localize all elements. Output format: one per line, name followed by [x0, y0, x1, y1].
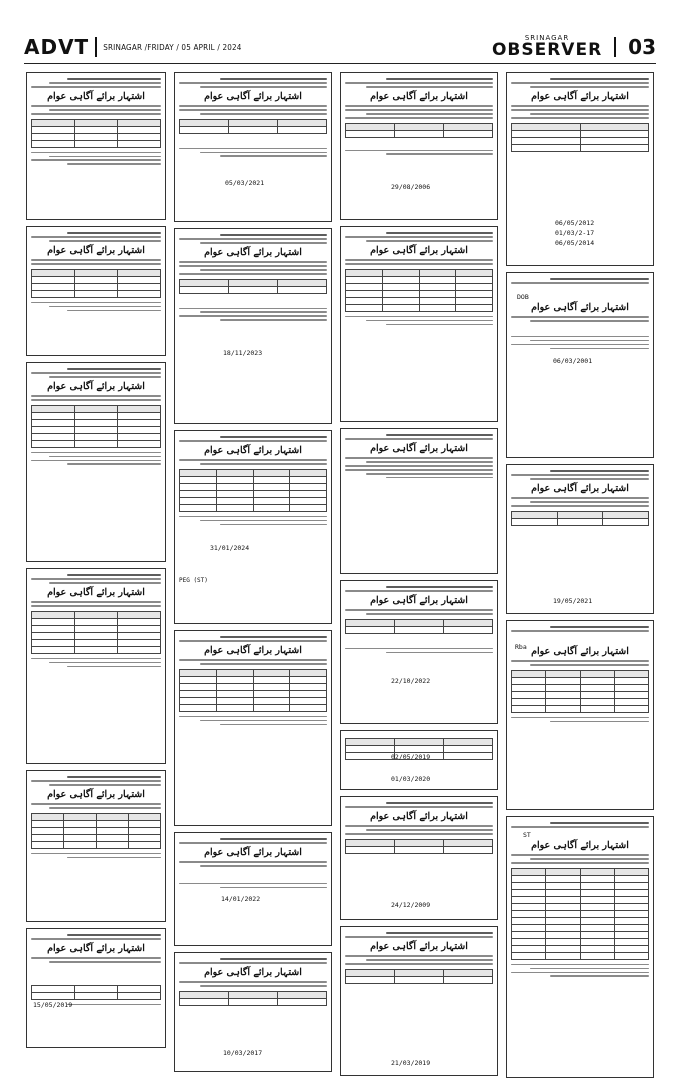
date-stamp: 06/05/2012 — [555, 219, 595, 227]
notice-box — [26, 928, 166, 1048]
notice-title: اشتہار برائے آگاہی عوام — [370, 810, 468, 822]
notice-title: اشتہار برائے آگاہی عوام — [204, 90, 302, 102]
notice-title: اشتہار برائے آگاہی عوام — [204, 444, 302, 456]
date-stamp: 06/05/2014 — [555, 239, 595, 247]
notice-box — [26, 226, 166, 356]
notice-box — [26, 770, 166, 922]
date-stamp: 05/03/2021 — [225, 179, 265, 187]
notice-title: اشتہار برائے آگاہی عوام — [531, 482, 629, 494]
notice-title: اشتہار برائے آگاہی عوام — [47, 788, 145, 800]
notice-box — [174, 630, 332, 826]
notice-box — [174, 228, 332, 424]
notice-box — [340, 796, 498, 920]
notice-box — [174, 72, 332, 222]
notice-box — [340, 428, 498, 574]
date-stamp: 01/03/2-17 — [555, 229, 595, 237]
notice-title: اشتہار برائے آگاہی عوام — [531, 301, 629, 313]
notice-title: اشتہار برائے آگاہی عوام — [531, 90, 629, 102]
date-stamp: 19/05/2021 — [553, 597, 593, 605]
notice-title: اشتہار برائے آگاہی عوام — [204, 246, 302, 258]
date-stamp: 21/03/2019 — [391, 1059, 431, 1067]
notice-title: اشتہار برائے آگاہی عوام — [531, 839, 629, 851]
date-stamp: 31/01/2024 — [210, 544, 274, 555]
notice-box — [340, 72, 498, 220]
masthead-city: SRINAGAR — [524, 34, 570, 42]
notice-box — [340, 580, 498, 724]
st-label: ST — [523, 831, 531, 839]
notice-title: اشتہار برائے آگاہی عوام — [204, 846, 302, 858]
header-divider — [95, 37, 97, 57]
header-rule — [24, 63, 656, 64]
notice-title: اشتہار برائے آگاہی عوام — [204, 644, 302, 656]
notice-box — [506, 464, 654, 614]
notice-box — [506, 72, 654, 266]
date-stamp: 14/01/2022 — [221, 895, 261, 903]
peg-label: PEG (ST) — [179, 577, 208, 584]
notice-title: اشتہار برائے آگاہی عوام — [370, 594, 468, 606]
notice-title: اشتہار برائے آگاہی عوام — [47, 942, 145, 954]
notice-title: اشتہار برائے آگاہی عوام — [47, 586, 145, 598]
notice-box — [340, 730, 498, 790]
masthead — [492, 35, 602, 59]
notice-box — [506, 620, 654, 810]
notice-box — [26, 362, 166, 562]
notice-box — [506, 816, 654, 1078]
notice-box — [340, 226, 498, 422]
page-header — [24, 34, 656, 60]
date-stamp: 06/03/2001 — [553, 357, 593, 365]
notice-box — [174, 952, 332, 1072]
date-stamp: 10/03/2017 — [223, 1049, 263, 1057]
date-stamp: 22/10/2022 — [391, 677, 431, 685]
notice-title: اشتہار برائے آگاہی عوام — [47, 244, 145, 256]
date-stamp: 01/03/2020 — [391, 775, 431, 783]
date-stamp: 24/12/2009 — [391, 901, 431, 909]
notice-box — [174, 832, 332, 946]
notice-box — [26, 72, 166, 220]
notice-title: اشتہار برائے آگاہی عوام — [370, 90, 468, 102]
dateline: SRINAGAR /FRIDAY / 05 APRIL / 2024 — [103, 42, 242, 52]
notice-box — [506, 272, 654, 458]
masthead-name: OBSERVER — [491, 40, 603, 60]
header-divider — [614, 37, 616, 57]
notice-title: اشتہار برائے آگاہی عوام — [370, 244, 468, 256]
notice-title: اشتہار برائے آگاہی عوام — [47, 90, 145, 102]
date-stamp: 15/05/2019 — [33, 1001, 73, 1009]
notice-box — [174, 430, 332, 624]
date-stamp: 29/08/2006 — [391, 183, 431, 191]
dob-label: DOB — [517, 293, 529, 301]
date-stamp: 18/11/2023 — [223, 349, 263, 357]
notice-title: اشتہار برائے آگاہی عوام — [531, 645, 629, 657]
notice-title: اشتہار برائے آگاہی عوام — [204, 966, 302, 978]
notice-box — [26, 568, 166, 764]
page-number: 03 — [628, 35, 656, 59]
notice-title: اشتہار برائے آگاہی عوام — [370, 940, 468, 952]
notice-title: اشتہار برائے آگاہی عوام — [47, 380, 145, 392]
rba-label: Rba — [515, 643, 527, 651]
notice-box — [340, 926, 498, 1076]
notice-title: اشتہار برائے آگاہی عوام — [370, 442, 468, 454]
section-label: ADVT — [24, 35, 90, 59]
date-stamp: 02/05/2019 — [391, 753, 431, 761]
